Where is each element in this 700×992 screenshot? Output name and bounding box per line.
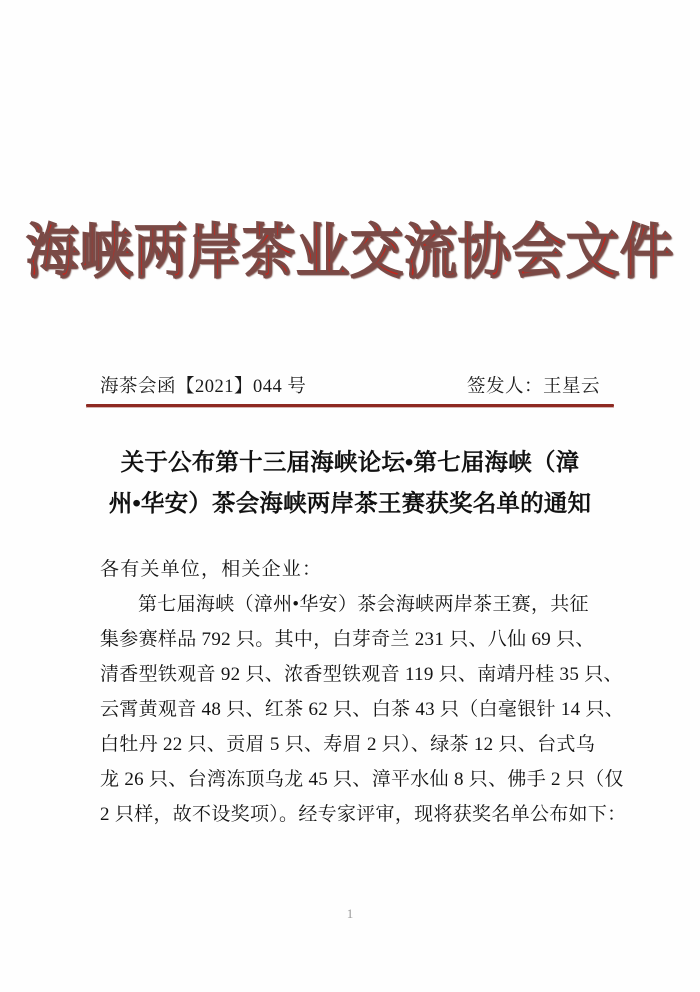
masthead bbox=[0, 216, 700, 287]
red-separator-rule bbox=[86, 404, 614, 407]
notice-title bbox=[88, 442, 612, 524]
page-number: 1 bbox=[346, 906, 354, 921]
body-line: 清香型铁观音 92 只、浓香型铁观音 119 只、南靖丹桂 35 只、 bbox=[100, 664, 623, 685]
body-line: 白牡丹 22 只、贡眉 5 只、寿眉 2 只）、绿茶 12 只、台式乌 bbox=[100, 734, 596, 755]
notice-title-line-2: 州•华安）茶会海峡两岸茶王赛获奖名单的通知 bbox=[108, 490, 592, 516]
body-line: 2 只样，故不设奖项）。经专家评审，现将获奖名单公布如下： bbox=[100, 804, 627, 825]
body-line: 云霄黄观音 48 只、红茶 62 只、白茶 43 只（白毫银针 14 只、 bbox=[100, 699, 625, 720]
signer-name: 签发人：王星云 bbox=[466, 377, 600, 397]
document-body bbox=[100, 552, 627, 832]
document-number-row bbox=[100, 372, 600, 398]
organization-title: 海峡两岸茶业交流协会文件 bbox=[26, 216, 674, 287]
notice-title-line-1: 关于公布第十三届海峡论坛•第七届海峡（漳 bbox=[120, 449, 580, 475]
document-number: 海茶会函【2021】044 号 bbox=[100, 377, 307, 397]
body-line: 集参赛样品 792 只。其中，白芽奇兰 231 只、八仙 69 只、 bbox=[100, 629, 595, 650]
body-salutation: 各有关单位，相关企业： bbox=[100, 559, 323, 580]
body-line: 龙 26 只、台湾冻顶乌龙 45 只、漳平水仙 8 只、佛手 2 只（仅 bbox=[100, 769, 624, 790]
body-line: 第七届海峡（漳州•华安）茶会海峡两岸茶王赛，共征 bbox=[138, 594, 589, 615]
